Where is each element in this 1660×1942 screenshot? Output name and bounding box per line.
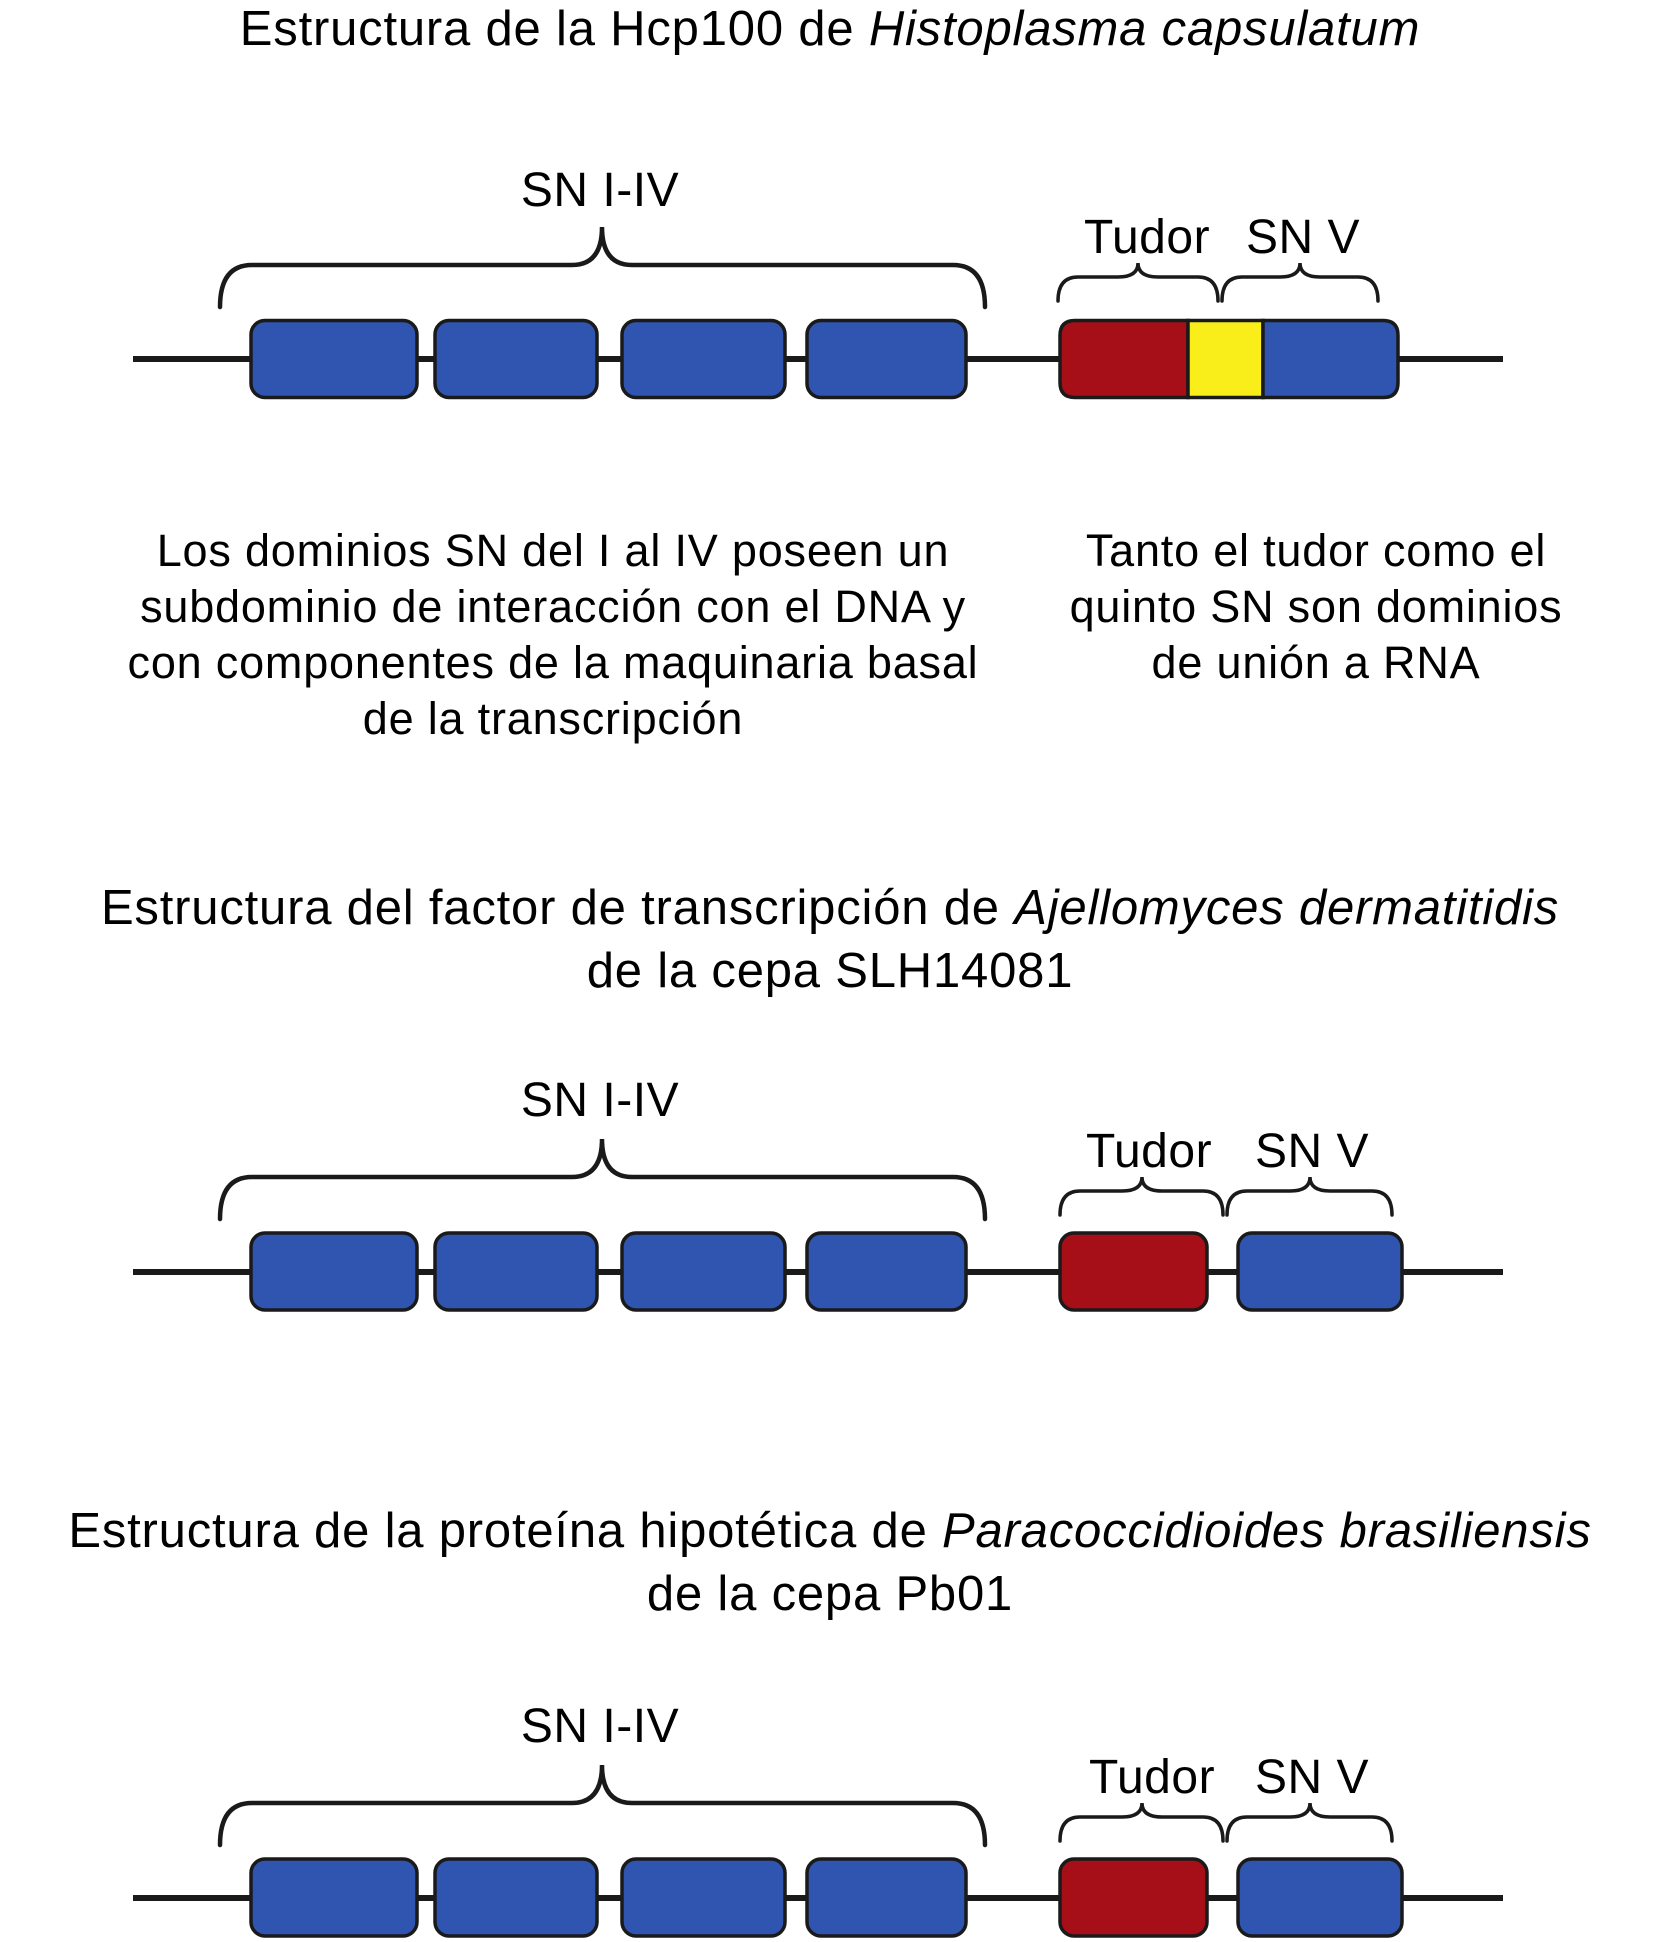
section1-tudor-label: Tudor — [1083, 211, 1211, 264]
section3-title-text: Estructura de la proteína hipotética de — [68, 1504, 943, 1558]
sn-v-brace — [1222, 263, 1378, 301]
sn-domain-1-box — [251, 1859, 417, 1936]
tudor-domain-box — [1060, 1233, 1207, 1310]
annotation-line: de unión a RNA — [1151, 637, 1481, 688]
section2-sn-i-iv-label: SN I-IV — [520, 1074, 680, 1127]
sn-domain-2-box — [435, 1859, 597, 1936]
sn-i-iv-brace — [220, 1139, 985, 1219]
section2-title-text: Estructura del factor de transcripción de — [100, 881, 1015, 935]
section3-sn-v-label: SN V — [1254, 1751, 1370, 1804]
annotation-line: Los dominios SN del I al IV poseen un — [156, 525, 950, 576]
annotation-line: Tanto el tudor como el — [1085, 525, 1547, 576]
diagram-hcp100 — [133, 227, 1503, 398]
annotation-line: quinto SN son dominios — [1069, 581, 1563, 632]
sn-v-brace — [1227, 1803, 1392, 1841]
annotation-line: subdominio de interacción con el DNA y — [140, 581, 966, 632]
section3-title-line2: de la cepa Pb01 — [646, 1567, 1014, 1621]
section1-title-species: Histoplasma capsulatum — [868, 2, 1421, 56]
sn-v-domain-box — [1238, 1859, 1402, 1936]
sn-domain-3-box — [622, 1233, 785, 1310]
sn-i-iv-brace — [220, 227, 985, 307]
sn-i-iv-brace — [220, 1765, 985, 1845]
sn-domain-1-box — [251, 321, 417, 398]
sn-domain-3-box — [622, 321, 785, 398]
sn-domain-3-box — [622, 1859, 785, 1936]
section2-tudor-label: Tudor — [1085, 1125, 1213, 1178]
section3-title-species: Paracoccidioides brasiliensis — [942, 1504, 1592, 1558]
sn-v-domain-box — [1238, 1233, 1402, 1310]
annotation-line: con componentes de la maquinaria basal — [127, 637, 979, 688]
sn-v-domain-box — [1263, 321, 1398, 398]
section3-sn-i-iv-label: SN I-IV — [520, 1700, 680, 1753]
diagram-paracoccidioides — [133, 1765, 1503, 1936]
sn-domain-1-box — [251, 1233, 417, 1310]
diagram-ajellomyces — [133, 1139, 1503, 1310]
tudor-brace — [1060, 1177, 1223, 1215]
tudor-domain-box — [1060, 1859, 1207, 1936]
section1-sn-i-iv-label: SN I-IV — [520, 164, 680, 217]
linker-segment-box — [1188, 321, 1263, 398]
tudor-brace — [1058, 263, 1218, 301]
section3-tudor-label: Tudor — [1088, 1751, 1216, 1804]
annotation-line: de la transcripción — [362, 693, 744, 744]
sn-domain-4-box — [807, 1233, 966, 1310]
section1-title-text: Estructura de la Hcp100 de — [239, 2, 869, 56]
tudor-domain-box — [1060, 321, 1188, 398]
section2-sn-v-label: SN V — [1254, 1125, 1370, 1178]
sn-domain-2-box — [435, 1233, 597, 1310]
sn-domain-2-box — [435, 321, 597, 398]
sn-domain-4-box — [807, 321, 966, 398]
section2-title-line2: de la cepa SLH14081 — [586, 944, 1074, 998]
sn-domain-4-box — [807, 1859, 966, 1936]
sn-v-brace — [1227, 1177, 1392, 1215]
section2-title-species: Ajellomyces dermatitidis — [1014, 881, 1560, 935]
tudor-brace — [1060, 1803, 1223, 1841]
section1-sn-v-label: SN V — [1245, 211, 1361, 264]
